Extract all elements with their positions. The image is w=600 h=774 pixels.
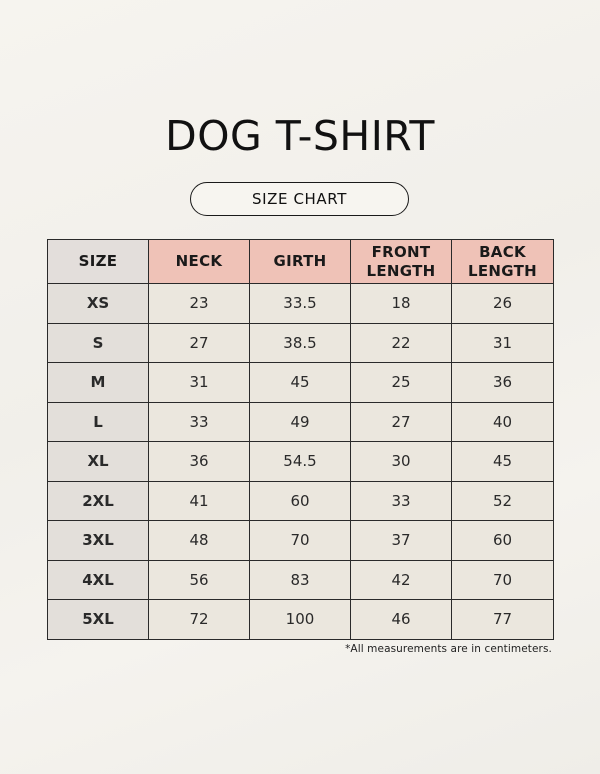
header-back-length: BACK LENGTH	[452, 240, 554, 284]
header-front-length: FRONT LENGTH	[351, 240, 452, 284]
size-cell: M	[48, 363, 149, 403]
neck-cell: 27	[149, 323, 250, 363]
front-length-cell: 37	[351, 521, 452, 561]
size-cell: S	[48, 323, 149, 363]
neck-cell: 48	[149, 521, 250, 561]
neck-cell: 36	[149, 442, 250, 482]
girth-cell: 45	[250, 363, 351, 403]
front-length-cell: 42	[351, 560, 452, 600]
back-length-cell: 45	[452, 442, 554, 482]
front-length-cell: 27	[351, 402, 452, 442]
front-length-cell: 18	[351, 284, 452, 324]
neck-cell: 33	[149, 402, 250, 442]
neck-cell: 31	[149, 363, 250, 403]
back-length-cell: 52	[452, 481, 554, 521]
header-girth: GIRTH	[250, 240, 351, 284]
girth-cell: 33.5	[250, 284, 351, 324]
back-length-cell: 36	[452, 363, 554, 403]
neck-cell: 56	[149, 560, 250, 600]
girth-cell: 83	[250, 560, 351, 600]
size-chart-label	[190, 182, 409, 216]
girth-cell: 60	[250, 481, 351, 521]
front-length-cell: 33	[351, 481, 452, 521]
header-neck: NECK	[149, 240, 250, 284]
size-chart-label-text: SIZE CHART	[252, 190, 347, 208]
table-row	[48, 600, 554, 640]
size-cell: 5XL	[48, 600, 149, 640]
neck-cell: 41	[149, 481, 250, 521]
size-cell: XL	[48, 442, 149, 482]
back-length-cell: 31	[452, 323, 554, 363]
girth-cell: 100	[250, 600, 351, 640]
girth-cell: 49	[250, 402, 351, 442]
table-row	[48, 323, 554, 363]
front-length-cell: 30	[351, 442, 452, 482]
page-title: DOG T-SHIRT	[165, 112, 435, 160]
size-cell: 4XL	[48, 560, 149, 600]
table-row	[48, 521, 554, 561]
size-chart-table	[47, 239, 554, 640]
size-cell: 2XL	[48, 481, 149, 521]
neck-cell: 23	[149, 284, 250, 324]
back-length-cell: 26	[452, 284, 554, 324]
back-length-cell: 70	[452, 560, 554, 600]
table-row	[48, 560, 554, 600]
table-row	[48, 363, 554, 403]
girth-cell: 38.5	[250, 323, 351, 363]
table-row	[48, 442, 554, 482]
front-length-cell: 25	[351, 363, 452, 403]
table-row	[48, 284, 554, 324]
footnote: *All measurements are in centimeters.	[345, 643, 552, 655]
back-length-cell: 60	[452, 521, 554, 561]
table-row	[48, 481, 554, 521]
size-cell: XS	[48, 284, 149, 324]
neck-cell: 72	[149, 600, 250, 640]
size-cell: L	[48, 402, 149, 442]
back-length-cell: 40	[452, 402, 554, 442]
front-length-cell: 22	[351, 323, 452, 363]
girth-cell: 54.5	[250, 442, 351, 482]
table-row	[48, 402, 554, 442]
front-length-cell: 46	[351, 600, 452, 640]
size-cell: 3XL	[48, 521, 149, 561]
header-size: SIZE	[48, 240, 149, 284]
girth-cell: 70	[250, 521, 351, 561]
table-body	[48, 284, 554, 640]
table-header-row	[48, 240, 554, 284]
back-length-cell: 77	[452, 600, 554, 640]
